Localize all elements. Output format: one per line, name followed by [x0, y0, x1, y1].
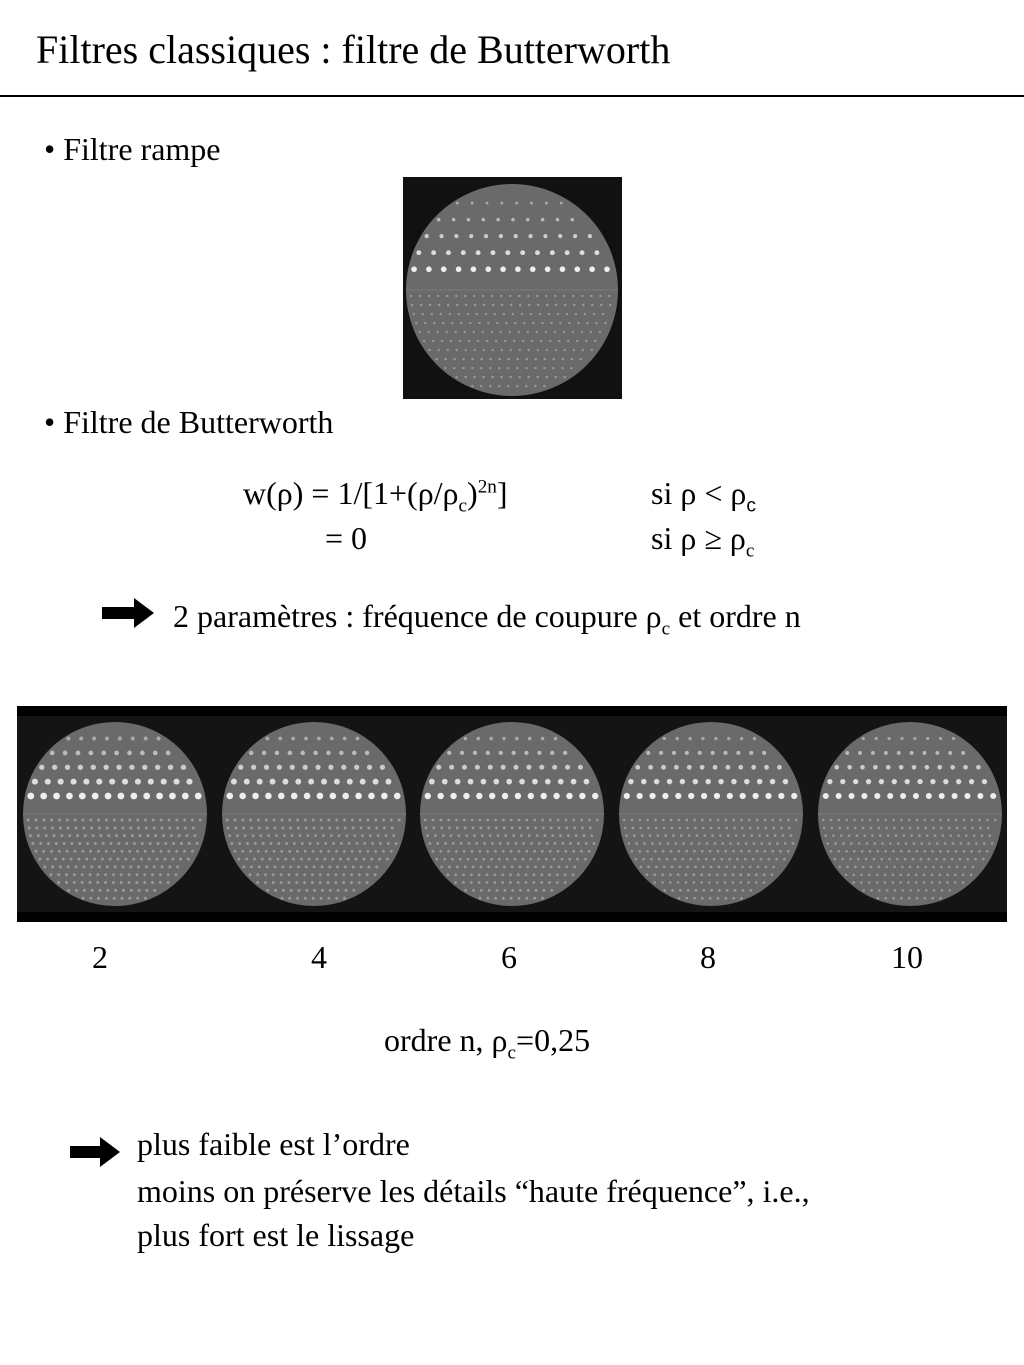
- order-label: 4: [311, 939, 327, 975]
- butterworth-image-strip: [17, 706, 1007, 922]
- formula-line-2: = 0: [325, 520, 368, 556]
- conclusion-line-2: moins on préserve les détails “haute fréquence”, i.e.,: [137, 1173, 810, 1209]
- phantom-disc: [420, 722, 604, 906]
- page-title: Filtres classiques : filtre de Butterworth: [36, 27, 671, 72]
- conclusion-line-3: plus fort est le lissage: [137, 1217, 415, 1253]
- order-label: 10: [891, 939, 923, 975]
- order-label: 8: [700, 939, 716, 975]
- order-label: 6: [501, 939, 517, 975]
- arrow-icon: [70, 1137, 120, 1167]
- phantom-disc: [23, 722, 207, 906]
- title-divider: [0, 95, 1024, 97]
- ramp-filter-image: [403, 177, 622, 399]
- phantom-disc: [818, 722, 1002, 906]
- bullet-butterworth-filter: • Filtre de Butterworth: [44, 404, 334, 440]
- phantom-disc: [406, 184, 618, 396]
- phantom-disc: [222, 722, 406, 906]
- conclusion-line-1: plus faible est l’ordre: [137, 1126, 410, 1162]
- arrow-icon: [102, 598, 154, 628]
- bullet-ramp-filter: • Filtre rampe: [44, 131, 221, 167]
- formula-condition-1: si $\rho < \rho_c$: [651, 475, 756, 517]
- formula-condition-2: si $\rho \ge \rho_c$: [651, 520, 755, 562]
- strip-caption: ordre n, $\rho_c=0,25$: [384, 1022, 591, 1064]
- formula-line-1: $w(\rho) = 1/[1+(\rho/\rho_c)^{2n}]$: [243, 475, 508, 517]
- phantom-disc: [619, 722, 803, 906]
- order-label: 2: [92, 939, 108, 975]
- parameters-note: 2 paramètres : fréquence de coupure $\rho_c$ et ordre n: [173, 598, 801, 640]
